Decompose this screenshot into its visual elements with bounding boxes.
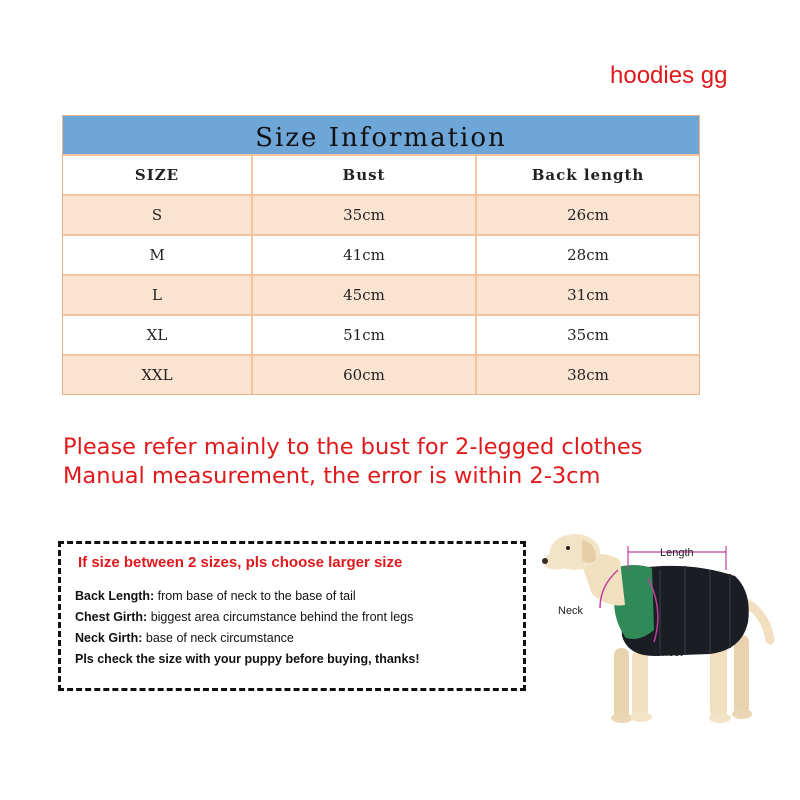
bust-cell: 51cm — [251, 316, 475, 354]
table-row — [63, 314, 699, 354]
tip-chest-label: Chest Girth: — [75, 610, 148, 624]
dog-eye — [566, 546, 570, 550]
tip-title: If size between 2 sizes, pls choose larger size — [78, 554, 403, 571]
tip-neck-label: Neck Girth: — [75, 631, 143, 645]
back-length-cell: 28cm — [475, 236, 699, 274]
table-row — [63, 274, 699, 314]
size-cell: M — [149, 246, 165, 264]
table-header-row — [63, 154, 699, 194]
chest-label: Chest — [654, 647, 683, 659]
size-cell: XXL — [141, 366, 173, 384]
dog-front-leg — [632, 650, 648, 718]
note-error: Manual measurement, the error is within 2-3cm — [63, 463, 601, 489]
table-row — [63, 354, 699, 394]
column-header-bust: Bust — [251, 156, 475, 194]
tip-chest-text: biggest area circumstance behind the front legs — [147, 610, 414, 624]
table-row — [63, 194, 699, 234]
size-table — [62, 115, 700, 395]
column-header-size: SIZE — [134, 166, 180, 184]
tip-neck-girth — [75, 628, 420, 649]
bust-cell: 45cm — [251, 276, 475, 314]
back-length-cell: 38cm — [475, 356, 699, 394]
table-row — [63, 234, 699, 274]
dog-measurement-diagram — [530, 530, 790, 730]
length-label: Length — [660, 547, 694, 559]
tip-check-text: Pls check the size with your puppy before buying, thanks! — [75, 652, 420, 666]
dog-paw — [709, 713, 731, 723]
tip-back-text: from base of neck to the base of tail — [154, 589, 356, 603]
back-length-cell: 26cm — [475, 196, 699, 234]
note-bust: Please refer mainly to the bust for 2-legged clothes — [63, 434, 643, 460]
table-title: Size Information — [63, 116, 699, 154]
dog-illustration — [530, 530, 790, 730]
tip-neck-text: base of neck circumstance — [142, 631, 294, 645]
dog-nose — [542, 558, 548, 564]
bust-cell: 35cm — [251, 196, 475, 234]
brand-label: hoodies gg — [610, 62, 728, 89]
dog-paw — [732, 709, 752, 719]
size-cell: XL — [146, 326, 168, 344]
bust-cell: 41cm — [251, 236, 475, 274]
tip-back-length — [75, 586, 420, 607]
dog-front-leg — [614, 648, 629, 720]
dog-paw — [611, 713, 633, 723]
tip-chest-girth — [75, 607, 420, 628]
measurement-notes — [63, 433, 642, 491]
column-header-back-length: Back length — [475, 156, 699, 194]
sizing-tips-box — [58, 541, 526, 691]
bust-cell: 60cm — [251, 356, 475, 394]
neck-label: Neck — [558, 605, 584, 617]
tip-back-label: Back Length: — [75, 589, 155, 603]
size-cell: S — [151, 206, 163, 224]
tip-lines — [75, 586, 420, 670]
dog-paw — [630, 712, 652, 722]
size-cell: L — [152, 286, 162, 304]
tip-check — [75, 649, 420, 670]
back-length-cell: 31cm — [475, 276, 699, 314]
dog-hind-leg — [734, 635, 749, 715]
back-length-cell: 35cm — [475, 316, 699, 354]
